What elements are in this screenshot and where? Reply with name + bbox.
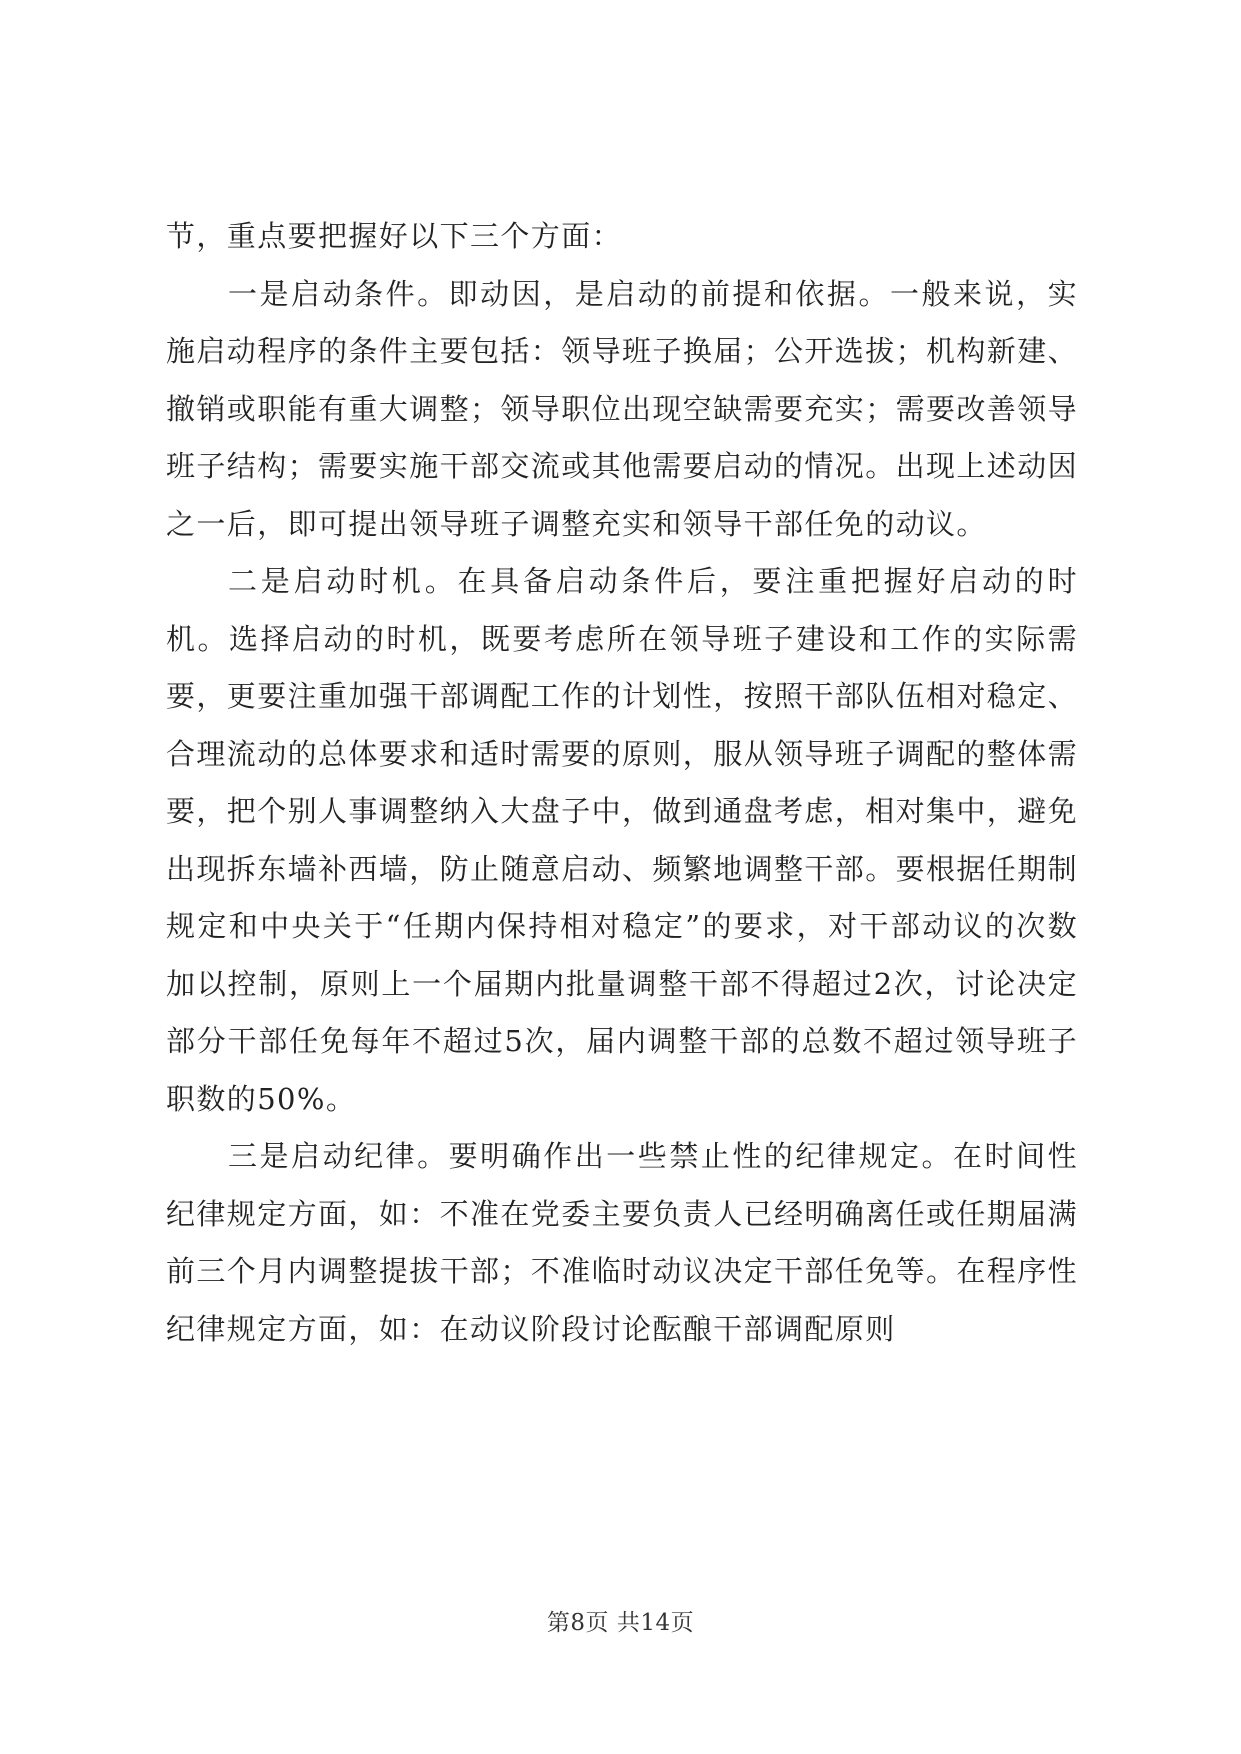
paragraph-startup-discipline: 三是启动纪律。要明确作出一些禁止性的纪律规定。在时间性纪律规定方面，如：不准在党委主要负责人已经明确离任或任期届满前三个月内调整提拔干部；不准临时动议决定干部任免等。在程序性纪律规定方面，如：在动议阶段讨论酝酿干部调配原则	[166, 1139, 1079, 1346]
page-number-footer: 第8页 共14页	[546, 1610, 695, 1636]
paragraph-startup-timing: 二是启动时机。在具备启动条件后，要注重把握好启动的时机。选择启动的时机，既要考虑所在领导班子建设和工作的实际需要，更要注重加强干部调配工作的计划性，按照干部队伍相对稳定、合理流动的总体要求和适时需要的原则，服从领导班子调配的整体需要，把个别人事调整纳入大盘子中，做到通盘考虑，相对集中，避免出现拆东墙补西墙，防止随意启动、频繁地调整干部。要根据任期制规定和中央关于“任期内保持相对稳定”的要求，对干部动议的次数加以控制，原则上一个届期内批量调整干部不得超过2次，讨论决定部分干部任免每年不超过5次，届内调整干部的总数不超过领导班子职数的50%。	[166, 564, 1079, 1116]
document-body	[166, 208, 1078, 1358]
paragraph-startup-conditions: 一是启动条件。即动因，是启动的前提和依据。一般来说，实施启动程序的条件主要包括：领导班子换届；公开选拔；机构新建、撤销或职能有重大调整；领导职位出现空缺需要充实；需要改善领导班子结构；需要实施干部交流或其他需要启动的情况。出现上述动因之一后，即可提出领导班子调整充实和领导干部任免的动议。	[166, 276, 1079, 541]
paragraph-intro: 节，重点要把握好以下三个方面：	[166, 219, 623, 253]
